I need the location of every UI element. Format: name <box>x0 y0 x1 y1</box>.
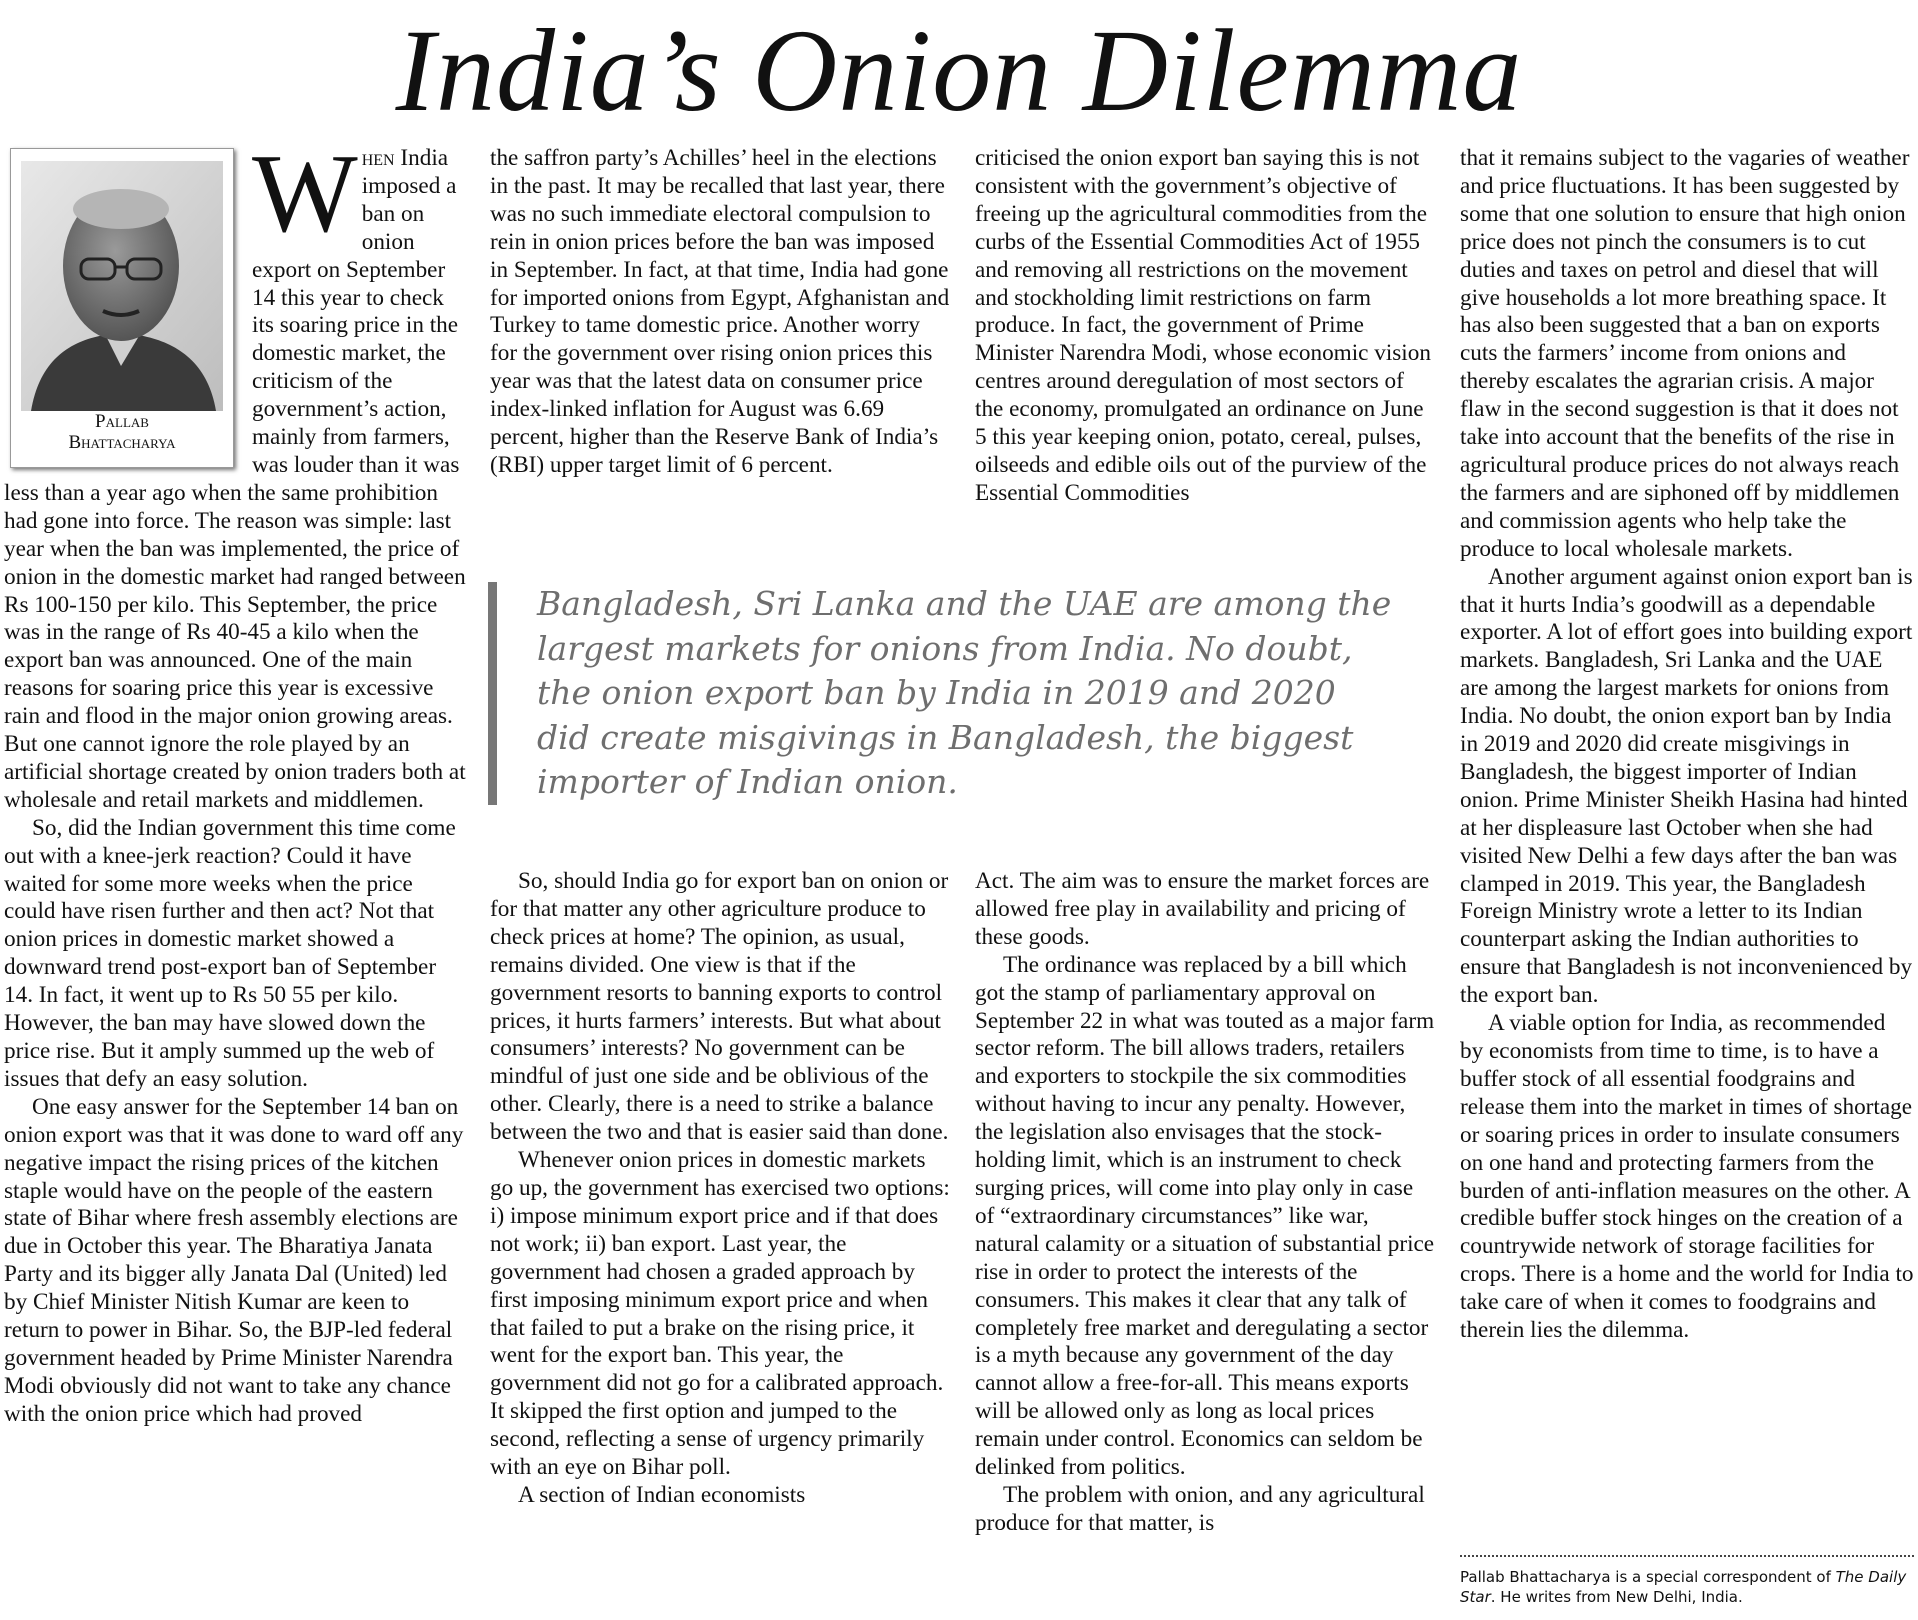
column-4 <box>1460 145 1914 1345</box>
column-3-bottom <box>975 868 1435 1538</box>
paragraph: So, did the Indian government this time come out with a knee-jerk reaction? Could it have waited for some more weeks when the price could have risen further and then act? Not that onion prices in domestic market showed a downward trend post-export ban of September 14. In fact, it went up to Rs 50 55 per kilo. However, the ban may have slowed down the price rise. But it amply summed up the web of issues that defy an easy solution. <box>4 814 456 1092</box>
paragraph: One easy answer for the September 14 ban on onion export was that it was done to ward off any negative impact the rising prices of the kitchen staple would have on the people of the eastern state of Bihar where fresh assembly elections are due in October this year. The Bharatiya Janata Party and its bigger ally Janata Dal (United) led by Chief Minister Nitish Kumar are keen to return to power in Bihar. So, the BJP-led federal government headed by Prime Minister Narendra Modi obviously did not want to take any chance with the onion price which had proved <box>4 1093 464 1427</box>
lead-text: India imposed a ban on onion export on September 14 this year to check its soaring price in the domestic market, the criticism of the government’s action, mainly from farmers, was louder than it was less than a year ago when the same prohibition had gone into force. The reason was simple: last year when the ban was implemented, the price of onion in the domestic market had ranged between Rs 100-150 per kilo. This September, the price was in the range of Rs 40-45 a kilo when the export ban was announced. One of the main reasons for soaring price this year is excessive rain and flood in the major onion growing areas. But one cannot ignore the role played by an artificial shortage created by onion traders both at wholesale and retail markets and middlemen. <box>4 145 466 813</box>
paragraph: So, should India go for export ban on onion or for that matter any other agriculture produce to check prices at home? The opinion, as usual, remains divided. One view is that if the government resorts to banning exports to control prices, it hurts farmers’ interests. But what about consumers’ interests? No government can be mindful of just one side and be oblivious of the other. Clearly, there is a need to strike a balance between the two and that is easier said than done. <box>490 868 949 1146</box>
pull-quote-line: importer of Indian onion. <box>537 762 958 801</box>
paragraph: Whenever onion prices in domestic markets go up, the government has exercised two options: i) impose minimum export price and if that does not work; ii) ban export. Last year, the government had chosen a graded approach by first imposing minimum export price and when that failed to put a brake on the rising price, it went for the export ban. This year, the government did not go for a calibrated approach. It skipped the first option and jumped to the second, reflecting a sense of urgency primarily with an eye on Bihar poll. <box>490 1147 950 1481</box>
paragraph: Act. The aim was to ensure the market forces are allowed free play in availability and pricing of these goods. <box>975 868 1430 950</box>
footnote-text-end: . He writes from New Delhi, India. <box>1490 1588 1743 1606</box>
author-caption <box>11 411 233 453</box>
author-portrait-icon <box>21 161 223 411</box>
paragraph: The ordinance was replaced by a bill which got the stamp of parliamentary approval on September 22 in what was touted as a major farm sector reform. The bill allows traders, retailers and exporters to stockpile the six commodities without having to incur any penalty. However, the legislation also envisages that the stock-holding limit, which is an instrument to check surging prices, will come into play only in case of “extraordinary circumstances” like war, natural calamity or a situation of substantial price rise in order to protect the interests of the consumers. This makes it clear that any talk of completely free market and deregulating a sector is a myth because any government of the day cannot allow a free-for-all. This means exports will be allowed only as long as local prices remain under control. Economics can seldom be delinked from politics. <box>975 951 1435 1481</box>
paragraph: the saffron party’s Achilles’ heel in the elections in the past. It may be recalled that last year, there was no such immediate electoral compulsion to rein in onion prices before the ban was imposed in September. In fact, at that time, India had gone for imported onions from Egypt, Afghanistan and Turkey to tame domestic price. Another worry for the government over rising onion prices this year was that the latest data on consumer price index-linked inflation for August was 6.69 percent, higher than the Reserve Bank of India’s (RBI) upper target limit of 6 percent. <box>490 145 950 478</box>
headline: India’s Onion Dilemma <box>395 5 1523 136</box>
pull-quote <box>488 582 1467 805</box>
footnote-divider <box>1460 1555 1914 1557</box>
column-2-top <box>490 145 950 480</box>
column-3-top <box>975 145 1435 508</box>
pull-quote-line: Bangladesh, Sri Lanka and the UAE are among the <box>537 584 1392 623</box>
publication-name: The Daily Star <box>1460 1568 1907 1606</box>
author-caption-first: Pallab <box>95 411 149 432</box>
pull-quote-line: did create misgivings in Bangladesh, the biggest <box>537 717 1354 757</box>
column-1 <box>4 132 466 1429</box>
paragraph: A viable option for India, as recommended by economists from time to time, is to have a buffer stock of all essential foodgrains and release them into the market in times of shortage or soaring prices in order to insulate consumers on one hand and protecting farmers from the burden of anti-inflation measures on the other. A credible buffer stock hinges on the creation of a countrywide network of storage facilities for crops. There is a home and the world for India to take care of when it comes to foodgrains and therein lies the dilemma. <box>1460 1010 1914 1344</box>
paragraph: A section of Indian economists <box>518 1481 806 1508</box>
column-2-bottom <box>490 868 950 1510</box>
paragraph: criticised the onion export ban saying this is not consistent with the government’s objective of freeing up the agricultural commodities from the curbs of the Essential Commodities Act of 1955 and removing all restrictions on the movement and stockholding limit restrictions on farm produce. In fact, the government of Prime Minister Narendra Modi, whose economic vision centres around deregulation of most sectors of the economy, promulgated an ordinance on June 5 this year keeping onion, potato, cereal, pulses, oilseeds and edible oils out of the purview of the Essential Commodities <box>975 145 1431 506</box>
lead-smallcaps: hen <box>361 145 395 171</box>
paragraph: The problem with onion, and any agricultural produce for that matter, is <box>975 1481 1425 1536</box>
author-photo <box>10 148 234 468</box>
author-caption-last: Bhattacharya <box>68 432 176 453</box>
pull-quote-line: largest markets for onions from India. No doubt, <box>537 628 1353 668</box>
drop-cap: W <box>252 132 358 256</box>
pull-quote-line: the onion export ban by India in 2019 and 2020 <box>537 673 1336 712</box>
footnote-text: Pallab Bhattacharya is a special correspondent of <box>1460 1568 1836 1586</box>
author-footnote <box>1460 1567 1918 1607</box>
paragraph: Another argument against onion export ban is that it hurts India’s goodwill as a dependable exporter. A lot of effort goes into building export markets. Bangladesh, Sri Lanka and the UAE are among the largest markets for onions from India. No doubt, the onion export ban by India in 2019 and 2020 did create misgivings in Bangladesh, the biggest importer of Indian onion. Prime Minister Sheikh Hasina had hinted at her displeasure last October when she had visited New Delhi a few days after the ban was clamped in 2019. This year, the Bangladesh Foreign Ministry wrote a letter to its Indian counterpart asking the Indian authorities to ensure that Bangladesh is not inconvenienced by the export ban. <box>1460 563 1913 1009</box>
paragraph: that it remains subject to the vagaries of weather and price fluctuations. It has been suggested by some that one solution to ensure that high onion price does not pinch the consumers is to cut duties and taxes on petrol and diesel that will give households a lot more breathing space. It has also been suggested that a ban on exports cuts the farmers’ income from onions and thereby escalates the agrarian crisis. A major flaw in the second suggestion is that it does not take into account that the benefits of the rise in agricultural produce prices do not always reach the farmers and are siphoned off by middlemen and commission agents who help take the produce to local wholesale markets. <box>1460 145 1910 562</box>
